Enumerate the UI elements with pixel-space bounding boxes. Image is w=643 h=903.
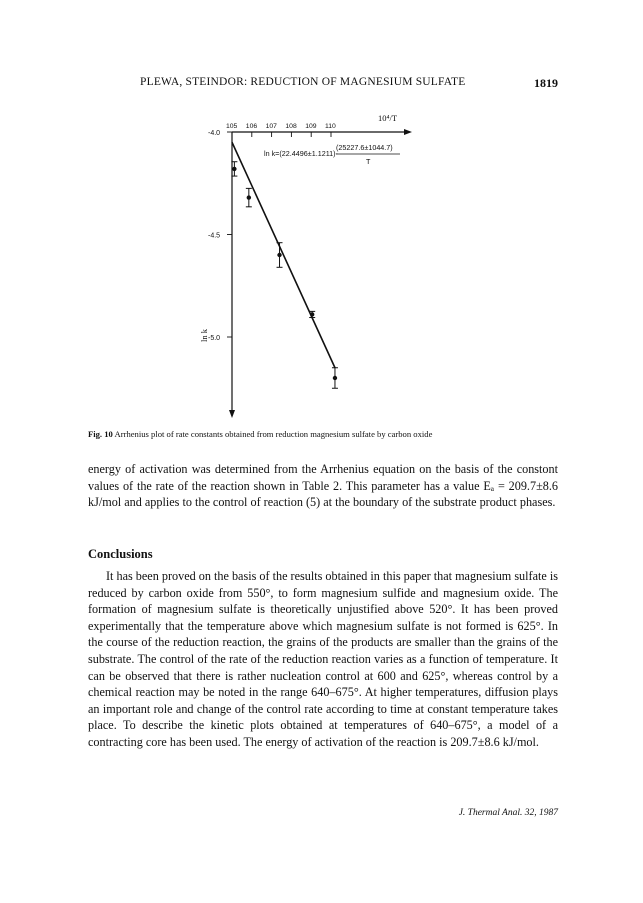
data-point xyxy=(247,195,251,199)
data-point xyxy=(232,167,236,171)
data-point xyxy=(333,376,337,380)
x-tick-label: 106 xyxy=(245,123,258,130)
arrhenius-chart xyxy=(190,110,430,422)
data-point xyxy=(277,253,281,257)
page-header xyxy=(88,76,558,94)
x-tick-label: 109 xyxy=(305,123,317,130)
figure-label: Fig. 10 xyxy=(88,429,113,439)
arrhenius-figure xyxy=(190,110,430,422)
page-number: 1819 xyxy=(534,76,558,90)
y-axis-title: ln k xyxy=(199,329,209,342)
regression-line xyxy=(232,142,335,368)
y-tick-label: -4.0 xyxy=(208,130,221,137)
figure-caption xyxy=(88,428,558,440)
conclusions-paragraph: It has been proved on the basis of the results obtained in this paper that magnesium sulfate is reduced by carbon oxide from 550°, to form magnesium sulfide and magnesium oxide. The formation of magnesium sulfate is theoretically unjustified above 520°. It has been proved experimentally that the temperature above which magnesium sulfate is not formed is 625°. In the course of the reduction reaction, the grains of the products are smaller than the grains of the substrate. The control of the rate of the reduction reaction varies as a function of temperature. It can be observed that there is rather nucleation control at 600 and 625°, whereas control by a chemical reaction may be noted in the range 640–675°. At higher temperatures, diffusion plays an important role and change of the control rate according to time at constant temperature takes place. To describe the kinetic plots obtained at temperatures of 640–675°, a model of a contracting core has been used. The energy of activation of the reaction is 209.7±8.6 kJ/mol. xyxy=(88,569,558,749)
body-paragraph: energy of activation was determined from the Arrhenius equation on the basis of the constont values of the rate of the reaction shown in Table 2. This parameter has a value Eₐ = 209.7±8.6 kJ/mol and applies to the control of reaction (5) at the boundary of the substrate product phases. xyxy=(88,462,558,510)
x-tick-label: 110 xyxy=(325,123,336,130)
equation-numerator: (25227.6±1044.7) xyxy=(336,143,393,152)
data-point xyxy=(310,312,314,316)
journal-footer: J. Thermal Anal. 32, 1987 xyxy=(458,808,558,818)
y-tick-label: -4.5 xyxy=(208,232,221,240)
running-head: PLEWA, STEINDOR: REDUCTION OF MAGNESIUM SULFATE xyxy=(140,76,466,88)
x-tick-label: 108 xyxy=(285,123,297,130)
equation-denominator: T xyxy=(366,157,371,166)
x-axis-title: 10⁴/T xyxy=(378,113,398,123)
x-tick-label: 107 xyxy=(265,123,277,130)
figure-caption-text: Arrhenius plot of rate constants obtained from reduction magnesium sulfate by carbon oxide xyxy=(114,429,433,439)
x-axis-arrow xyxy=(404,129,412,135)
equation-lead: ln k=(22.4496±1.1211)- xyxy=(264,149,338,158)
y-tick-label: -5.0 xyxy=(208,335,221,342)
section-heading-conclusions: Conclusions xyxy=(88,547,153,561)
x-tick-label: 105 xyxy=(226,123,238,130)
y-axis-arrow xyxy=(229,410,235,418)
